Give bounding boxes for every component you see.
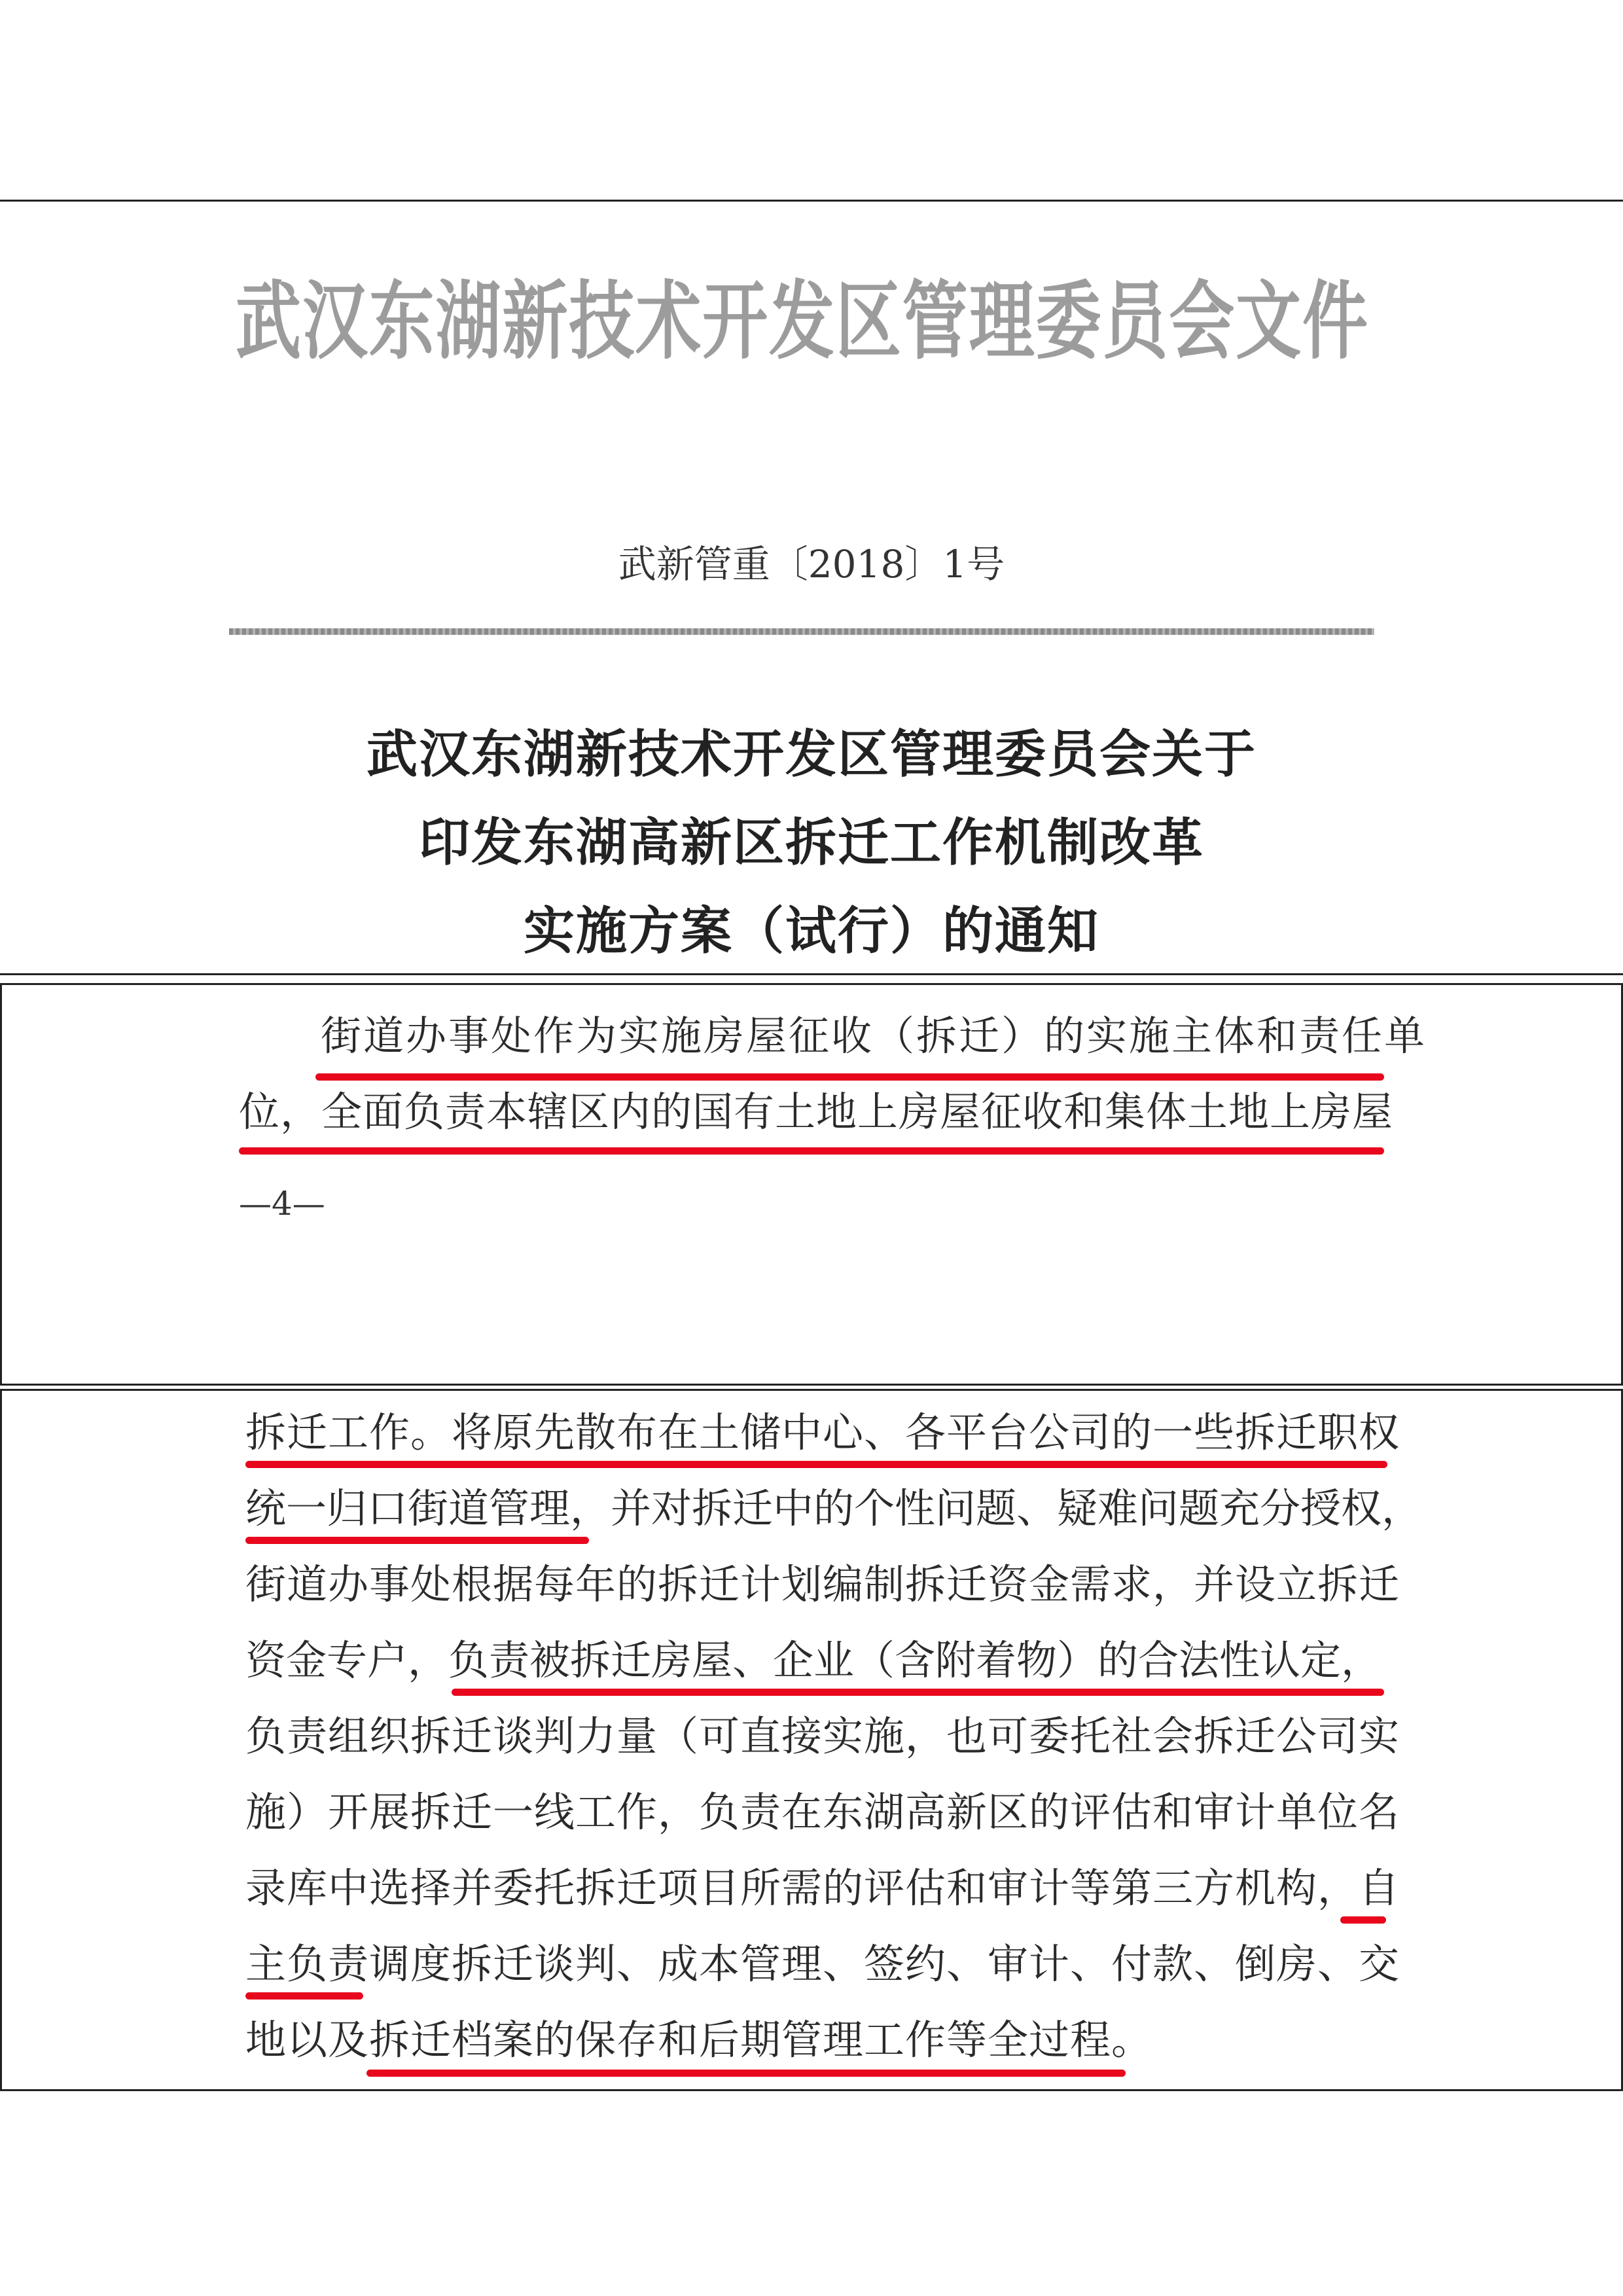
header-divider [229,628,1374,635]
masthead-char: 武 [236,270,301,372]
masthead-char: 管 [902,270,968,372]
excerpt-1-line-1: 街道办事处作为实施房屋征收（拆迁）的实施主体和责任单 [321,1012,1427,1060]
notice-title-line: 武汉东湖新技术开发区管理委员会关于 [366,725,1257,784]
excerpt-2-line-8: 主负责调度拆迁谈判、成本管理、签约、审计、付款、倒房、交 [245,1940,1400,1988]
masthead-char: 员 [1102,270,1168,372]
masthead-char: 术 [635,270,702,372]
excerpt-2-line-1: 拆迁工作。将原先散布在土储中心、各平台公司的一些拆迁职权 [245,1408,1400,1456]
masthead-char: 发 [769,270,834,372]
masthead-char: 新 [502,270,568,372]
masthead-char: 件 [1302,270,1368,372]
excerpt-2-line-4: 资金专户，负责被拆迁房屋、企业（含附着物）的合法性认定， [245,1636,1382,1684]
excerpt-2-line-7: 录库中选择并委托拆迁项目所需的评估和审计等第三方机构，自 [245,1864,1400,1912]
excerpt-2-line-3: 街道办事处根据每年的拆迁计划编制拆迁资金需求，并设立拆迁 [245,1560,1400,1608]
red-underline [366,2070,1126,2077]
notice-title-line: 印发东湖高新区拆迁工作机制改革 [418,814,1204,872]
masthead-char: 区 [835,270,901,372]
red-underline [245,1992,363,2000]
masthead-title [236,187,1368,442]
page-number: —4— [239,1185,325,1223]
masthead-char: 技 [569,270,635,372]
excerpt-2-line-9: 地以及拆迁档案的保存和后期管理工作等全过程。 [245,2016,1153,2064]
masthead-char: 委 [1035,270,1101,372]
red-underline [245,1461,1387,1468]
excerpt-2-line-5: 负责组织拆迁谈判力量（可直接实施，也可委托社会拆迁公司实 [245,1712,1400,1760]
notice-title-line: 实施方案（试行）的通知 [523,902,1099,961]
excerpt-1-line-2: 位，全面负责本辖区内的国有土地上房屋征收和集体土地上房屋 [239,1088,1394,1136]
masthead-char: 湖 [435,270,501,372]
document-number: 武新管重〔2018〕1号 [618,542,1005,586]
red-underline [1340,1916,1386,1924]
masthead-char: 文 [1236,270,1302,372]
masthead-char: 开 [702,270,768,372]
red-underline [239,1147,1384,1155]
red-underline [315,1073,1384,1081]
excerpt-2-line-6: 施）开展拆迁一线工作，负责在东湖高新区的评估和审计单位名 [245,1788,1400,1836]
masthead-char: 东 [368,270,435,372]
red-underline [245,1537,589,1544]
red-underline [452,1689,1384,1696]
masthead-char: 理 [969,270,1035,372]
masthead-char: 汉 [302,270,368,372]
masthead-char: 会 [1169,270,1235,372]
excerpt-2-line-2: 统一归口街道管理，并对拆迁中的个性问题、疑难问题充分授权， [245,1484,1423,1532]
